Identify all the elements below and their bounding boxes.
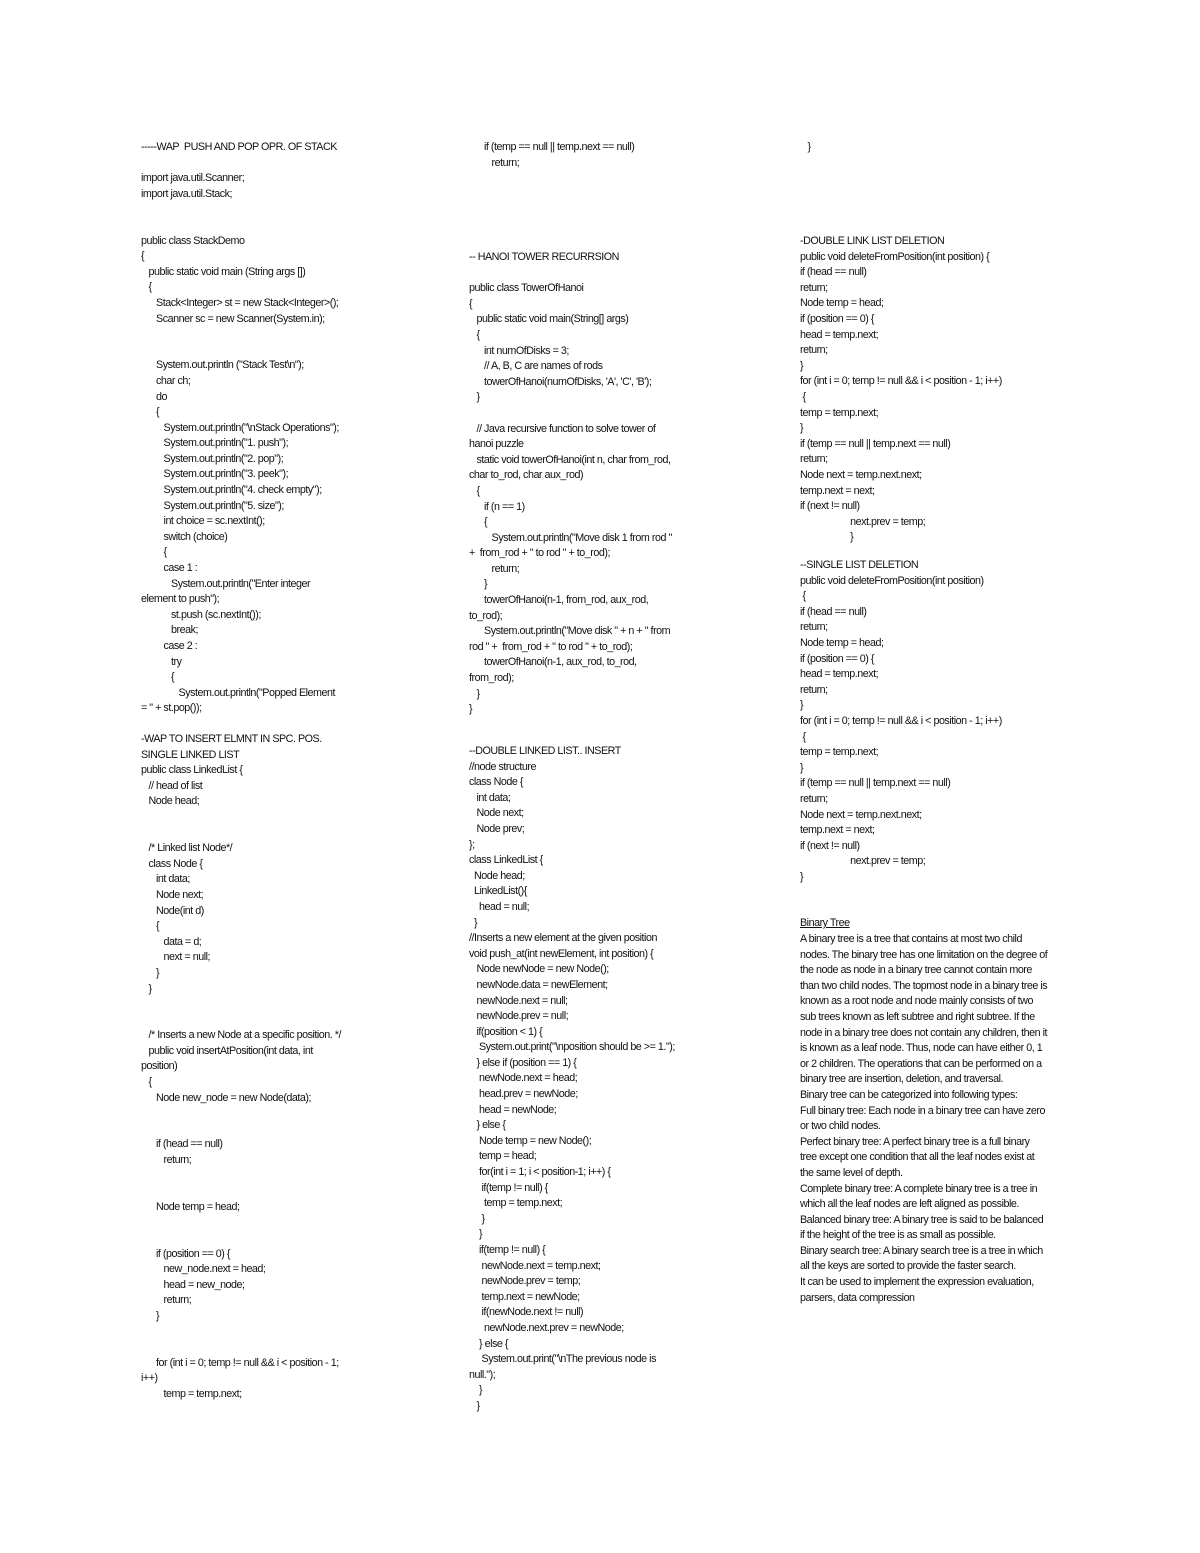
single-linked-list-insert-section: -WAP TO INSERT ELMNT IN SPC. POS. SINGLE LINKED LIST public class LinkedList { // head of list Node head; /* Linked list Node*/ class Node { int data; Node next; Node(int d) { data = d; next = null; } } /* Inserts a new Node at a specific position. */ public void insertAtPosition(int data, int position) { Node new_node = new Node(data); if (head == null) return; Node temp = head; if (position == 0) { new_node.next = head; head = new_node; return; } for (int i = 0; temp != null && i < position - 1; i++) temp = temp.next; [141,733,341,1400]
binary-tree-heading: Binary Tree [800,917,850,929]
binary-tree-description: A binary tree is a tree that contains at most two child nodes. The binary tree has one limitation on the degree of the node as node in a binary tree cannot contain more than two child nodes. The topmost node in a binary tree is known as a root node and node mainly consists of two sub trees known as left subtree and right subtree. If the node in a binary tree does not contain any children, then it is known as a leaf node. Thus, node can have either 0, 1 or 2 children. The operations that can be performed on a binary tree are insertion, deletion, and traversal. Binary tree can be categorized into following types: Full binary tree: Each node in a binary tree can have zero or two child nodes. Perfect binary tree: A perfect binary tree is a full binary tree except one condition that all the leaf nodes exist at the same level of depth. Complete binary tree: A complete binary tree is a tree in which all the leaf nodes are left aligned as possible. Balanced binary tree: A binary tree is said to be balanced if the height of the tree is as small as possible. Binary search tree: A binary search tree is a tree in which all the keys are sorted to provide the faster search. It can be used to implement the expression evaluation, parsers, data compression [800,933,1048,1304]
stack-program-section: -----WAP PUSH AND POP OPR. OF STACK import java.util.Scanner; import java.util.Stack; public class StackDemo { public static void main (String args []) { Stack<Integer> st = new Stack<Integer>(); Scanner sc = new Scanner(System.in); System.out.println ("Stack Test\n"); char ch; do { System.out.println("\nStack Operations"); System.out.println("1. push"); System.out.println("2. pop"); System.out.println("3. peek"); System.out.println("4. check empty"); System.out.println("5. size"); int choice = sc.nextInt(); switch (choice) { case 1 : System.out.println("Enter integer element to push"); st.push (sc.nextInt()); break; case 2 : try { System.out.println("Popped Element = " + st.pop()); [141,141,339,715]
insert-continuation-block: if (temp == null || temp.next == null) return; [484,141,635,169]
single-list-deletion-section: --SINGLE LIST DELETION public void deleteFromPosition(int position) { if (head == null) return; Node temp = head; if (position == 0) { head = temp.next; return; } for (int i = 0; temp != null && i < position - 1; i++) { temp = temp.next; } if (temp == null || temp.next == null) return; Node next = temp.next.next; temp.next = next; if (next != null) next.prev = temp; } [800,559,1002,883]
double-list-deletion-section: -DOUBLE LINK LIST DELETION public void deleteFromPosition(int position) { if (head == null) return; Node temp = head; if (position == 0) { head = temp.next; return; } for (int i = 0; temp != null && i < position - 1; i++) { temp = temp.next; } if (temp == null || temp.next == null) return; Node next = temp.next.next; temp.next = next; if (next != null) next.prev = temp; } [800,235,1002,544]
hanoi-tower-section: -- HANOI TOWER RECURRSION public class TowerOfHanoi { public static void main(String[] args) { int numOfDisks = 3; // A, B, C are names of rods towerOfHanoi(numOfDisks, 'A', 'C', 'B'); } // Java recursive function to solve tower of hanoi puzzle static void towerOfHanoi(int n, char from_rod, char to_rod, char aux_rod) { if (n == 1) { System.out.println("Move disk 1 from rod " + from_rod + " to rod " + to_rod); return; } towerOfHanoi(n-1, from_rod, aux_rod, to_rod); System.out.println("Move disk " + n + " from rod " + from_rod + " to rod " + to_rod); towerOfHanoi(n-1, aux_rod, to_rod, from_rod); } } [469,251,672,716]
double-linked-list-insert-section: --DOUBLE LINKED LIST.. INSERT //node structure class Node { int data; Node next; Node prev; }; class LinkedList { Node head; LinkedList(){ head = null; } //Inserts a new element at the given position void push_at(int newElement, int position) { Node newNode = new Node(); newNode.data = newElement; newNode.next = null; newNode.prev = null; if(position < 1) { System.out.print("\nposition should be >= 1."); } else if (position == 1) { newNode.next = head; head.prev = newNode; head = newNode; } else { Node temp = new Node(); temp = head; for(int i = 1; i < position-1; i++) { if(temp != null) { temp = temp.next; } } if(temp != null) { newNode.next = temp.next; newNode.prev = temp; temp.next = newNode; if(newNode.next != null) newNode.next.prev = newNode; } else { System.out.print("\nThe previous node is null."); } } [469,745,675,1412]
closing-brace-block: } [800,141,811,153]
